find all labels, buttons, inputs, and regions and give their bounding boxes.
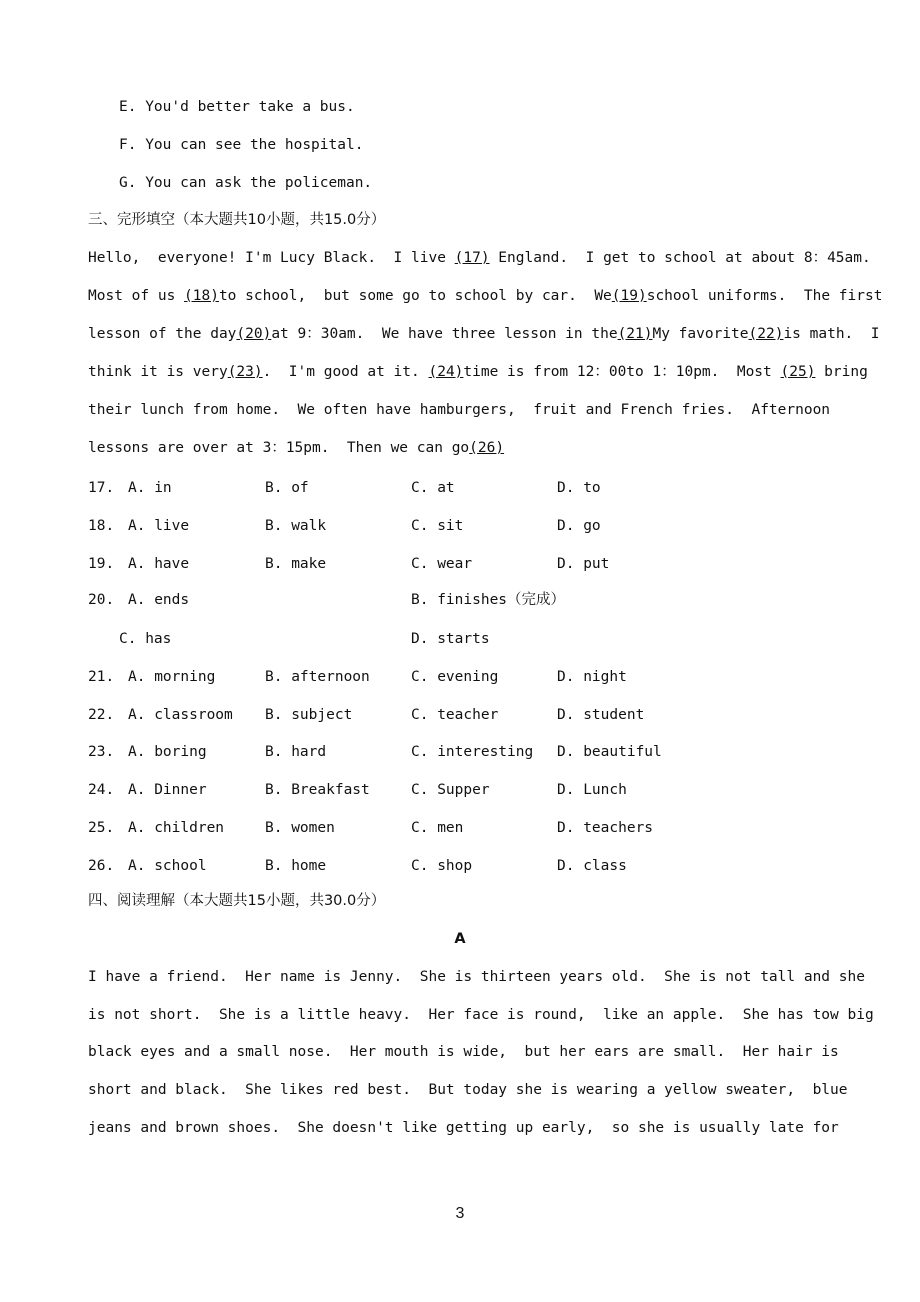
blank-20: (20) [236,326,272,342]
option-e: E. You'd better take a bus. [119,99,355,115]
blank-22: (22) [748,326,784,342]
section3-title: 三、完形填空（本大题共10小题，共15.0分） [88,212,386,228]
blank-19: (19) [611,288,647,304]
option-g: G. You can ask the policeman. [119,175,373,191]
reading-line: jeans and brown shoes. She doesn't like getting up early, so she is usually late for [88,1120,839,1136]
reading-line: black eyes and a small nose. Her mouth is wide, but her ears are small. Her hair is [88,1044,839,1060]
passage-line-6: lessons are over at 3：15pm. Then we can go(26) [88,440,505,456]
blank-26: (26) [469,440,505,456]
option-f: F. You can see the hospital. [119,137,364,153]
page-number: 3 [455,1205,465,1222]
blank-21: (21) [617,326,653,342]
blank-18: (18) [184,288,219,304]
passage-line-4: think it is very(23). I'm good at it. (24)time is from 12：00to 1：10pm. Most (25) bring [88,364,868,380]
document-page: E. You'd better take a bus. F. You can see the hospital. G. You can ask the policeman. 三、完形填空（本大题共10小题，共15.0分） Hello, everyone! I'm Lucy Black. I live (17) England. I get to school at about 8：45am. Most of us (18)to school, but some go to school by car. We(19)school uniforms. The first lesson of the day(20)at 9：30am. We have three lesson in the(21)My favorite(22)is math. I think it is very(23). I'm good at it. (24)time is from 12：00to 1：10pm. Most (25) bring their lunch from home. We often have hamburgers, fruit and French fries. Afternoon lessons are over at 3：15pm. Then we can go(26) 17. A. in B. of C. at D. to 18. A. live B. walk C. sit D. go 19. A. have B. make C. wear D. put 20. A. ends B. finishes（完成） C. has D. starts 21. A. morning B. afternoon C. evening D. night 22. A. classroom B. subject C. teacher D. student 23. A. boring B. hard C. interesting D. beautiful 24. A. Dinner B. Breakfast C. Supper D. Lunch 25. A. children B. women C. men D. teachers 26. A. school B. home C. shop D. class 四、阅读理解（本大题共15小题，共30.0分） A I have a friend. Her name is Jenny. She is thirteen years old. She is not tall and she is not short. She is a little heavy. Her face is round, like an apple. She has tow big black eyes and a small nose. Her mouth is wide, but her ears are small. Her hair is short and black. She likes red best. But today she is wearing a yellow sweater, blue jeans and brown shoes. She doesn't like getting up early, so she is usually late for 3 [0,0,920,1302]
reading-line: is not short. She is a little heavy. Her face is round, like an apple. She has tow big [88,1007,874,1023]
blank-23: (23) [227,364,263,380]
passage-line-3: lesson of the day(20)at 9：30am. We have three lesson in the(21)My favorite(22)is math. I [88,326,880,342]
reading-line: I have a friend. Her name is Jenny. She is thirteen years old. She is not tall and she [88,969,865,985]
blank-24: (24) [428,364,464,380]
passage-line-2: Most of us (18)to school, but some go to school by car. We(19)school uniforms. The first [88,288,883,304]
section4-title: 四、阅读理解（本大题共15小题，共30.0分） [88,893,386,909]
reading-line: short and black. She likes red best. But today she is wearing a yellow sweater, blue [88,1082,848,1098]
reading-part-label: A [454,931,466,947]
passage-line-5: their lunch from home. We often have hamburgers, fruit and French fries. Afternoon [88,402,831,418]
passage-line-1: Hello, everyone! I'm Lucy Black. I live (17) England. I get to school at about 8：45am. [88,250,871,266]
blank-25: (25) [780,364,816,380]
blank-17: (17) [454,250,490,266]
